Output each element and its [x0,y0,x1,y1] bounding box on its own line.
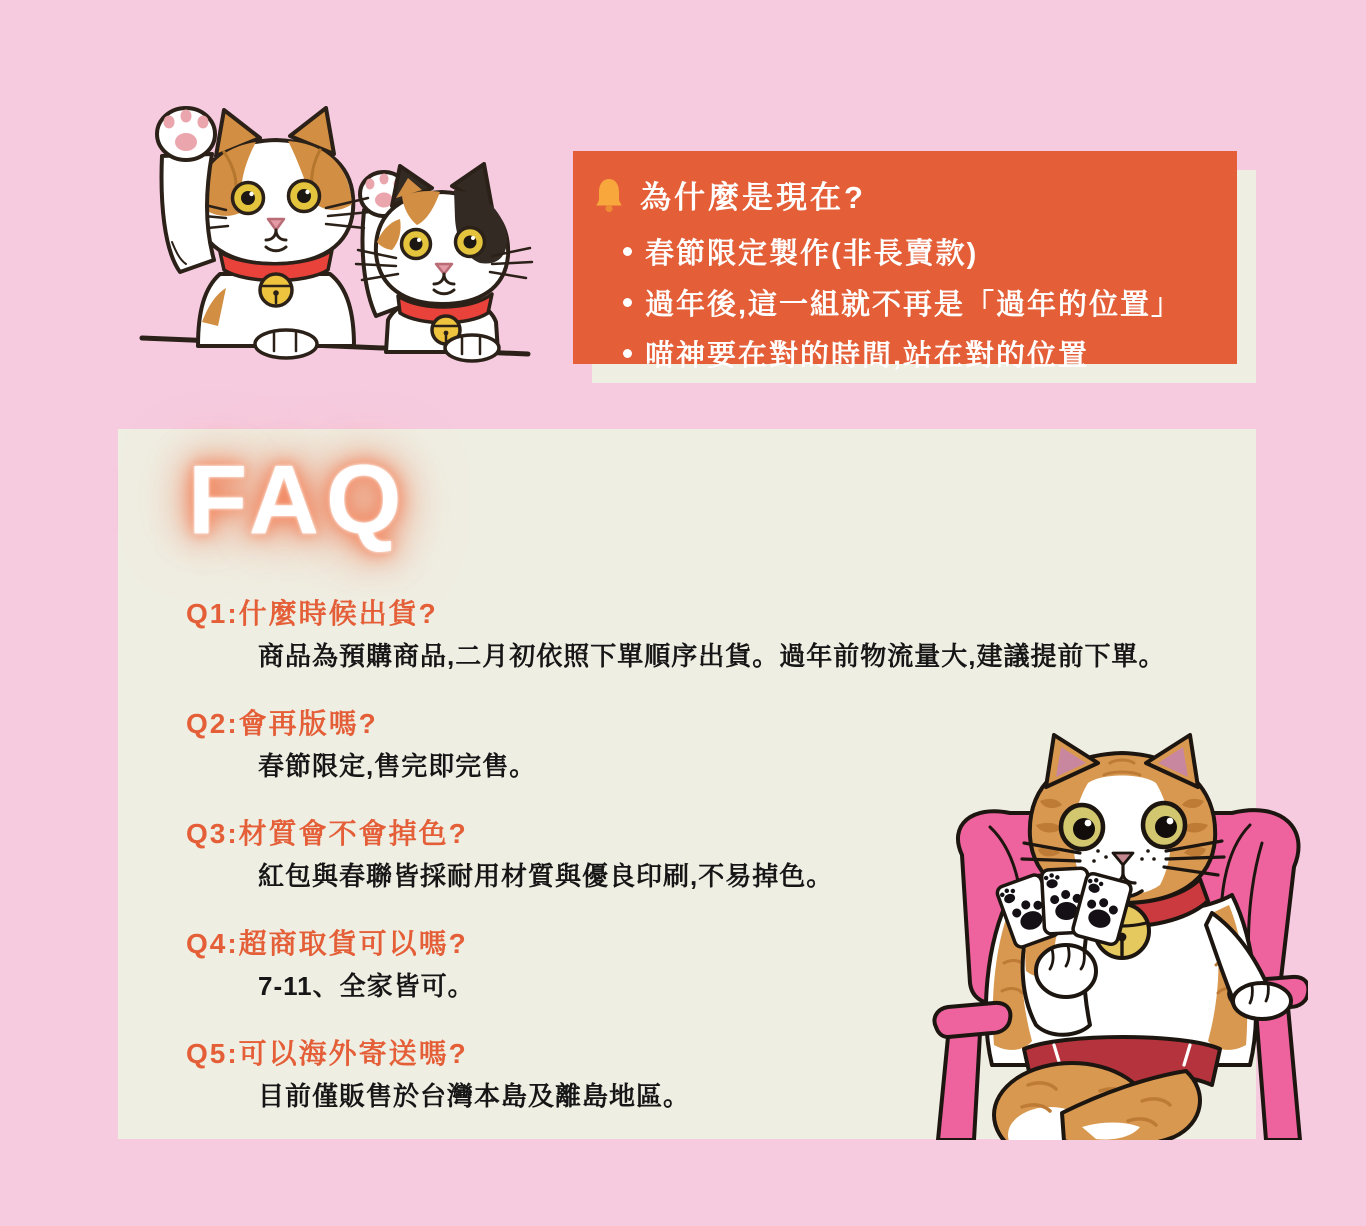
lucky-cats-illustration [124,92,548,372]
cat-on-chair-illustration [932,733,1308,1140]
faq-title: FAQ [188,445,409,554]
legs [994,1063,1200,1140]
faq-answer: 商品為預購商品,二月初依照下單順序出貨。過年前物流量大,建議提前下單。 [258,641,1166,671]
gripping-paw [1036,945,1096,997]
cat-bell [260,274,292,306]
notice-bullet: 春節限定製作(非長賣款) [623,226,1213,277]
faq-question: Q5:可以海外寄送嗎? [186,1038,468,1069]
notice-bullet: 過年後,這一組就不再是「過年的位置」 [623,277,1213,328]
faq-question: Q4:超商取貨可以嗎? [186,928,468,959]
faq-answer: 7-11、全家皆可。 [258,971,475,1001]
notice-title-row [595,172,1213,217]
notice-bullet: 喵神要在對的時間,站在對的位置 [623,328,1213,379]
notice-bullet-list [623,226,1213,379]
faq-answer: 春節限定,售完即完售。 [258,751,537,781]
cat-raised-paw [157,108,215,272]
why-now-notice [573,151,1237,372]
faq-item [186,597,1246,673]
bell-icon [595,177,623,213]
bullet-dot [623,349,632,358]
bullet-dot [623,247,632,256]
faq-question: Q1:什麼時候出貨? [186,598,438,629]
faq-question: Q3:材質會不會掉色? [186,818,468,849]
bullet-dot [623,298,632,307]
notice-title: 為什麼是現在? [640,180,866,215]
faq-answer: 目前僅販售於台灣本島及離島地區。 [258,1081,691,1111]
calico-cat [356,164,532,361]
orange-white-cat [157,108,370,358]
faq-answer: 紅包與春聯皆採耐用材質與優良印刷,不易掉色。 [258,861,834,891]
faq-question: Q2:會再版嗎? [186,708,378,739]
